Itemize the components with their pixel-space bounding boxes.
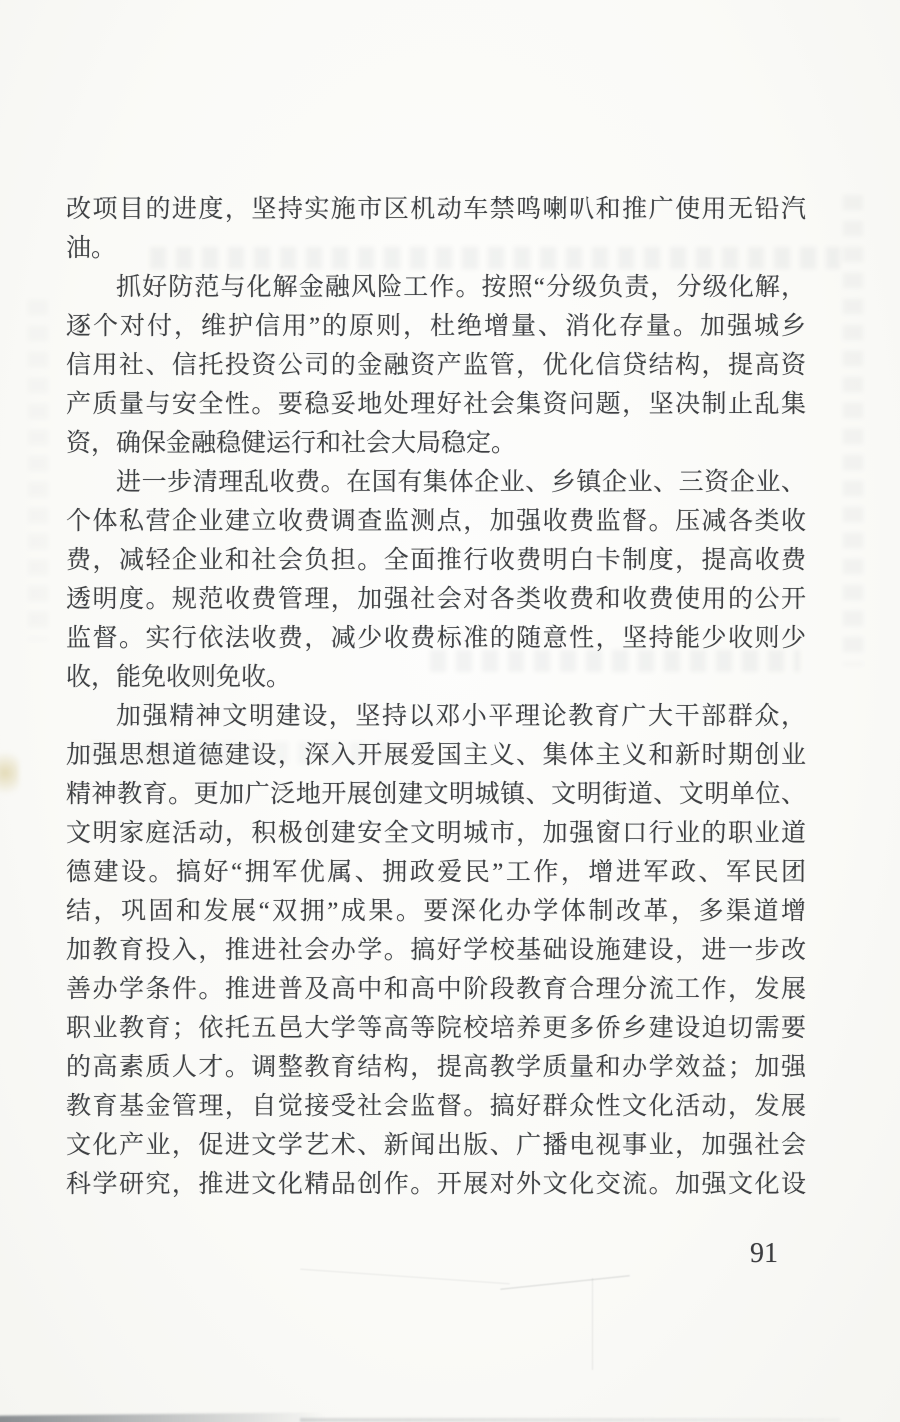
text-line: 监督。实行依法收费，减少收费标准的随意性，坚持能少收则少 xyxy=(66,625,806,652)
scan-edge-shadow xyxy=(0,1412,326,1422)
page-number: 91 xyxy=(750,1238,778,1269)
text-line: 科学研究，推进文化精品创作。开展对外文化交流。加强文化设 xyxy=(66,1171,806,1198)
text-line: 信用社、信托投资公司的金融资产监管，优化信贷结构，提高资 xyxy=(66,352,806,379)
scratch-artifact xyxy=(500,1275,629,1290)
scan-smudge xyxy=(0,746,19,800)
text-block xyxy=(66,190,806,1204)
text-line: 改项目的进度，坚持实施市区机动车禁鸣喇叭和推广使用无铅汽 xyxy=(66,196,806,223)
text-line: 文化产业，促进文学艺术、新闻出版、广播电视事业，加强社会 xyxy=(66,1132,806,1159)
text-line: 的高素质人才。调整教育结构，提高教学质量和办学效益；加强 xyxy=(66,1054,806,1081)
text-line: 个体私营企业建立收费调查监测点，加强收费监督。压减各类收 xyxy=(66,508,806,535)
text-line: 油。 xyxy=(66,235,117,262)
text-line: 职业教育；依托五邑大学等高等院校培养更多侨乡建设迫切需要 xyxy=(66,1015,806,1042)
text-line: 加教育投入，推进社会办学。搞好学校基础设施建设，进一步改 xyxy=(66,937,806,964)
text-line: 资，确保金融稳健运行和社会大局稳定。 xyxy=(66,430,517,457)
text-line: 加强思想道德建设，深入开展爱国主义、集体主义和新时期创业 xyxy=(66,742,806,769)
text-line: 结，巩固和发展“双拥”成果。要深化办学体制改革，多渠道增 xyxy=(66,898,806,925)
bleed-through-artifact xyxy=(843,195,863,665)
text-line: 精神教育。更加广泛地开展创建文明城镇、文明街道、文明单位、 xyxy=(66,781,806,808)
bleed-through-artifact xyxy=(28,300,48,640)
text-line: 文明家庭活动，积极创建安全文明城市，加强窗口行业的职业道 xyxy=(66,820,806,847)
text-line: 加强精神文明建设，坚持以邓小平理论教育广大干部群众， xyxy=(116,703,806,730)
text-line: 收，能免收则免收。 xyxy=(66,664,292,691)
text-line: 教育基金管理，自觉接受社会监督。搞好群众性文化活动，发展 xyxy=(66,1093,806,1120)
text-line: 费，减轻企业和社会负担。全面推行收费明白卡制度，提高收费 xyxy=(66,547,806,574)
scan-edge-shadow xyxy=(300,1418,840,1422)
scratch-artifact xyxy=(592,1278,593,1370)
text-line: 产质量与安全性。要稳妥地处理好社会集资问题，坚决制止乱集 xyxy=(66,391,806,418)
text-line: 透明度。规范收费管理，加强社会对各类收费和收费使用的公开 xyxy=(66,586,806,613)
text-line: 德建设。搞好“拥军优属、拥政爱民”工作，增进军政、军民团 xyxy=(66,859,806,886)
text-line: 抓好防范与化解金融风险工作。按照“分级负责，分级化解， xyxy=(116,274,806,301)
text-line: 逐个对付，维护信用”的原则，杜绝增量、消化存量。加强城乡 xyxy=(66,313,806,340)
text-line: 进一步清理乱收费。在国有集体企业、乡镇企业、三资企业、 xyxy=(116,469,806,496)
text-line: 善办学条件。推进普及高中和高中阶段教育合理分流工作，发展 xyxy=(66,976,806,1003)
